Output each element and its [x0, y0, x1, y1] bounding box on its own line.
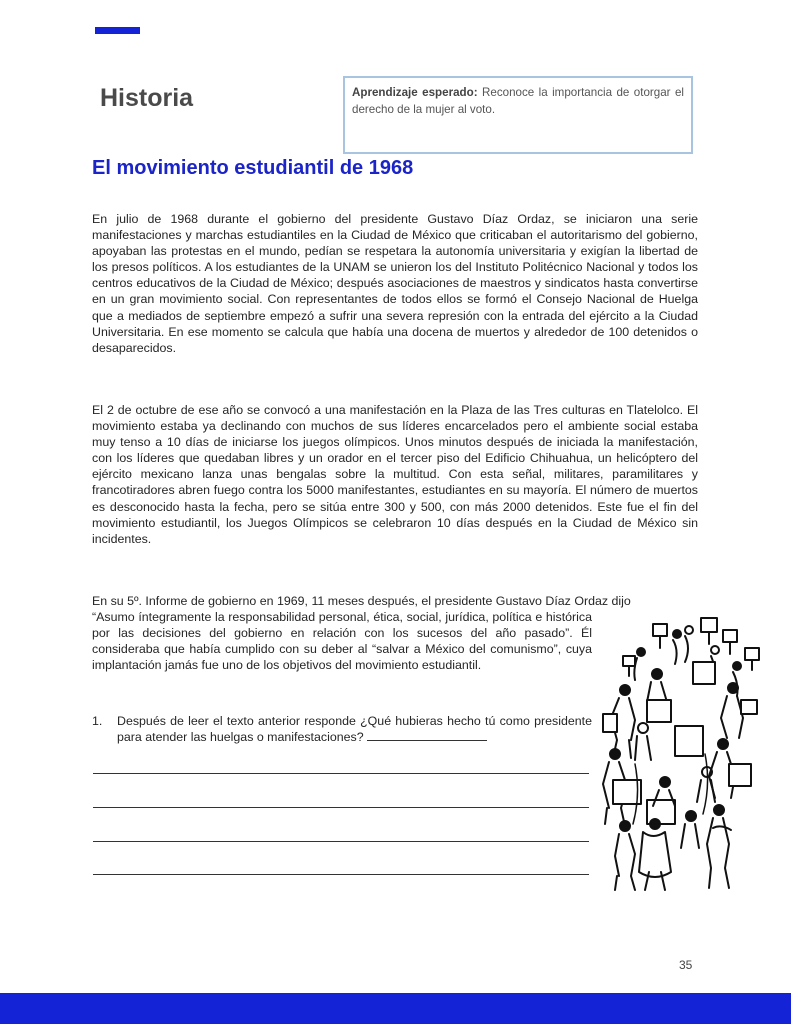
answer-blank-inline[interactable]	[367, 730, 487, 741]
answer-line[interactable]	[93, 773, 589, 774]
answer-line[interactable]	[93, 841, 589, 842]
paragraph-3-first-line: En su 5º. Informe de gobierno en 1969, 11 meses después, el presidente Gustavo Díaz Ordaz dijo	[92, 594, 631, 608]
paragraph-3: “Asumo íntegramente la responsabilidad personal, ética, social, jurídica, política e histórica por las decisiones del gobierno en relación con los sucesos del año pasado”. Él consideraba que había cumplido con su deber al “salvar a México del comunismo”, cuya implantación jamás fue uno de los objetivos del movimiento estudiantil.	[92, 610, 592, 673]
learning-objective-text: Reconoce la importancia de otorgar el derecho de la mujer al voto.	[352, 86, 684, 116]
lesson-title: El movimiento estudiantil de 1968	[92, 157, 414, 179]
protest-march-illustration	[595, 604, 767, 900]
learning-objective-label: Aprendizaje esperado:	[352, 86, 478, 99]
paragraph-2: El 2 de octubre de ese año se convocó a una manifestación en la Plaza de las Tres culturas en Tlatelolco. El movimiento estaba ya declinando con muchos de sus líderes encarcelados pero el ambiente social estaba muy tenso a 10 días de iniciarse los juegos olímpicos. Unos minutos después de iniciada la manifestación, con los líderes que quedaban libres y un orador en el tercer piso del Edificio Chihuahua, un helicóptero del ejército mexicano lanza unas bengalas sobre la multitud. Con esta señal, militares, paramilitares y francotiradores abren fuego contra los 5000 manifestantes, estudiantes en su mayoría. El número de muertos es desconocido hasta la fecha, pero se sitúa entre 300 y 500, con más 2000 detenidos. Este fue el fin del movimiento estudiantil, los Juegos Olímpicos se celebraron 10 días después en la Ciudad de México sin incidentes.	[92, 403, 698, 546]
subject-title: Historia	[100, 84, 194, 112]
paragraph-1: En julio de 1968 durante el gobierno del presidente Gustavo Díaz Ordaz, se iniciaron una serie manifestaciones y marchas estudiantiles en la Ciudad de México que criticaban el autoritarismo del gobierno, apoyaban las protestas en el mundo, pedían se respetara la autonomía universitaria y exigían la libertad de los presos políticos. A los estudiantes de la UNAM se unieron los del Instituto Politécnico Nacional y todos los centros educativos de la Ciudad de México; después asociaciones de maestros y sindicatos hasta convertirse en un gran movimiento social. Con representantes de todos ellos se formó el Consejo Nacional de Huelga que a mediados de septiembre empezó a sufrir una severa represión con la entrada del ejército a la Ciudad Universitaria. En ese momento se calcula que había una docena de muertos y alrededor de 100 detenidos o desaparecidos.	[92, 212, 698, 355]
activity-question	[92, 713, 592, 745]
question-text-wrap	[117, 713, 592, 745]
question-number: 1.	[92, 714, 103, 728]
top-accent-bar	[95, 27, 140, 34]
answer-line[interactable]	[93, 874, 589, 875]
question-text: Después de leer el texto anterior responde ¿Qué hubieras hecho tú como presidente para atender las huelgas o manifestaciones?	[117, 714, 592, 745]
bottom-accent-bar	[0, 993, 791, 1024]
page-number: 35	[679, 958, 693, 972]
learning-objective-box	[343, 76, 693, 154]
answer-line[interactable]	[93, 807, 589, 808]
